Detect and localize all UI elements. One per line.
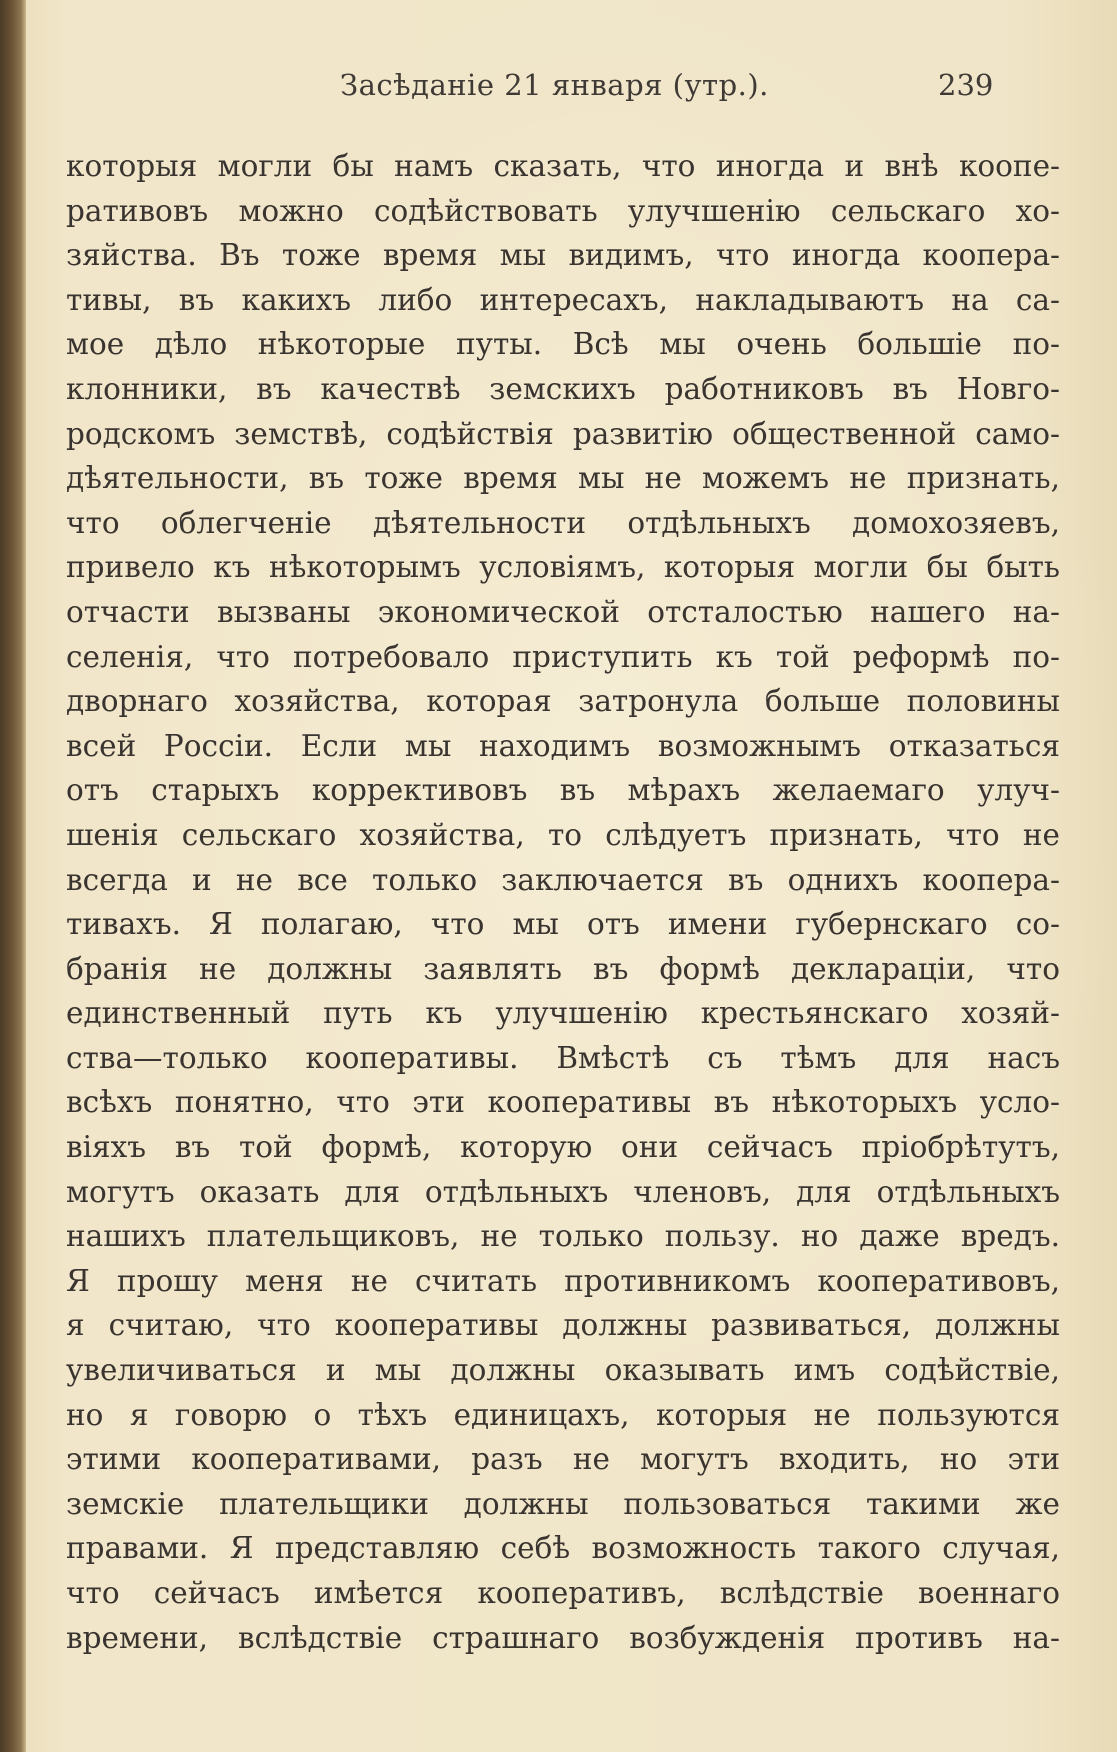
text-line: тивы, въ какихъ либо интересахъ, накладываютъ на са- (66, 282, 1060, 317)
text-line: что облегченіе дѣятельности отдѣльныхъ домохозяевъ, (66, 505, 1060, 540)
text-line: тивахъ. Я полагаю, что мы отъ имени губернскаго со- (66, 907, 1060, 942)
body-text (66, 144, 1060, 1660)
running-title: Засѣданіе 21 января (утр.). (340, 68, 769, 102)
text-line: селенія, что потребовало приступить къ той реформѣ по- (66, 639, 1060, 674)
text-line: всѣхъ понятно, что эти кооперативы въ нѣкоторыхъ усло- (66, 1085, 1060, 1120)
text-line: клонники, въ качествѣ земскихъ работниковъ въ Новго- (66, 371, 1060, 406)
text-line: времени, вслѣдствіе страшнаго возбужденія противъ на- (66, 1620, 1060, 1655)
text-line: всей Россіи. Если мы находимъ возможнымъ отказаться (66, 728, 1060, 763)
text-line: всегда и не все только заключается въ однихъ коопера- (66, 862, 1060, 897)
text-line: земскіе плательщики должны пользоваться такими же (66, 1486, 1060, 1521)
text-line: дѣятельности, въ тоже время мы не можемъ не признать, (66, 461, 1060, 496)
text-line: бранія не должны заявлять въ формѣ деклараціи, что (66, 951, 1060, 986)
text-line: шенія сельскаго хозяйства, то слѣдуетъ признать, что не (66, 817, 1060, 852)
page-header (0, 68, 1117, 112)
text-line: я считаю, что кооперативы должны развиваться, должны (66, 1308, 1060, 1343)
text-line: нашихъ плательщиковъ, не только пользу. но даже вредъ. (66, 1219, 1060, 1254)
text-line: могутъ оказать для отдѣльныхъ членовъ, для отдѣльныхъ (66, 1174, 1060, 1209)
text-line: ства—только кооперативы. Вмѣстѣ съ тѣмъ для насъ (66, 1040, 1060, 1075)
text-line: но я говорю о тѣхъ единицахъ, которыя не пользуются (66, 1397, 1060, 1432)
text-line: зяйства. Въ тоже время мы видимъ, что иногда коопера- (66, 238, 1060, 273)
text-line: родскомъ земствѣ, содѣйствія развитію общественной само- (66, 416, 1060, 451)
text-line: привело къ нѣкоторымъ условіямъ, которыя могли бы быть (66, 550, 1060, 585)
text-line: отчасти вызваны экономической отсталостью нашего на- (66, 594, 1060, 629)
text-line: что сейчасъ имѣется кооперативъ, вслѣдствіе военнаго (66, 1576, 1060, 1610)
text-line: мое дѣло нѣкоторые путы. Всѣ мы очень большіе по- (66, 327, 1060, 362)
text-line: которыя могли бы намъ сказать, что иногда и внѣ коопе- (66, 149, 1060, 183)
text-line: дворнаго хозяйства, которая затронула больше половины (66, 684, 1060, 719)
text-line: этими кооперативами, разъ не могутъ входить, но эти (66, 1442, 1060, 1477)
book-spine-shadow (0, 0, 26, 1752)
text-line: ративовъ можно содѣйствовать улучшенію сельскаго хо- (66, 193, 1060, 228)
text-line: увеличиваться и мы должны оказывать имъ содѣйствіе, (66, 1353, 1060, 1388)
page-number: 239 (938, 68, 994, 102)
text-line: отъ старыхъ коррективовъ въ мѣрахъ желаемаго улуч- (66, 773, 1060, 808)
text-line: віяхъ въ той формѣ, которую они сейчасъ пріобрѣтутъ, (66, 1130, 1060, 1165)
text-line: Я прошу меня не считать противникомъ кооперативовъ, (66, 1263, 1060, 1298)
text-line: единственный путь къ улучшенію крестьянскаго хозяй- (66, 996, 1060, 1031)
text-line: правами. Я представляю себѣ возможность такого случая, (66, 1531, 1060, 1566)
